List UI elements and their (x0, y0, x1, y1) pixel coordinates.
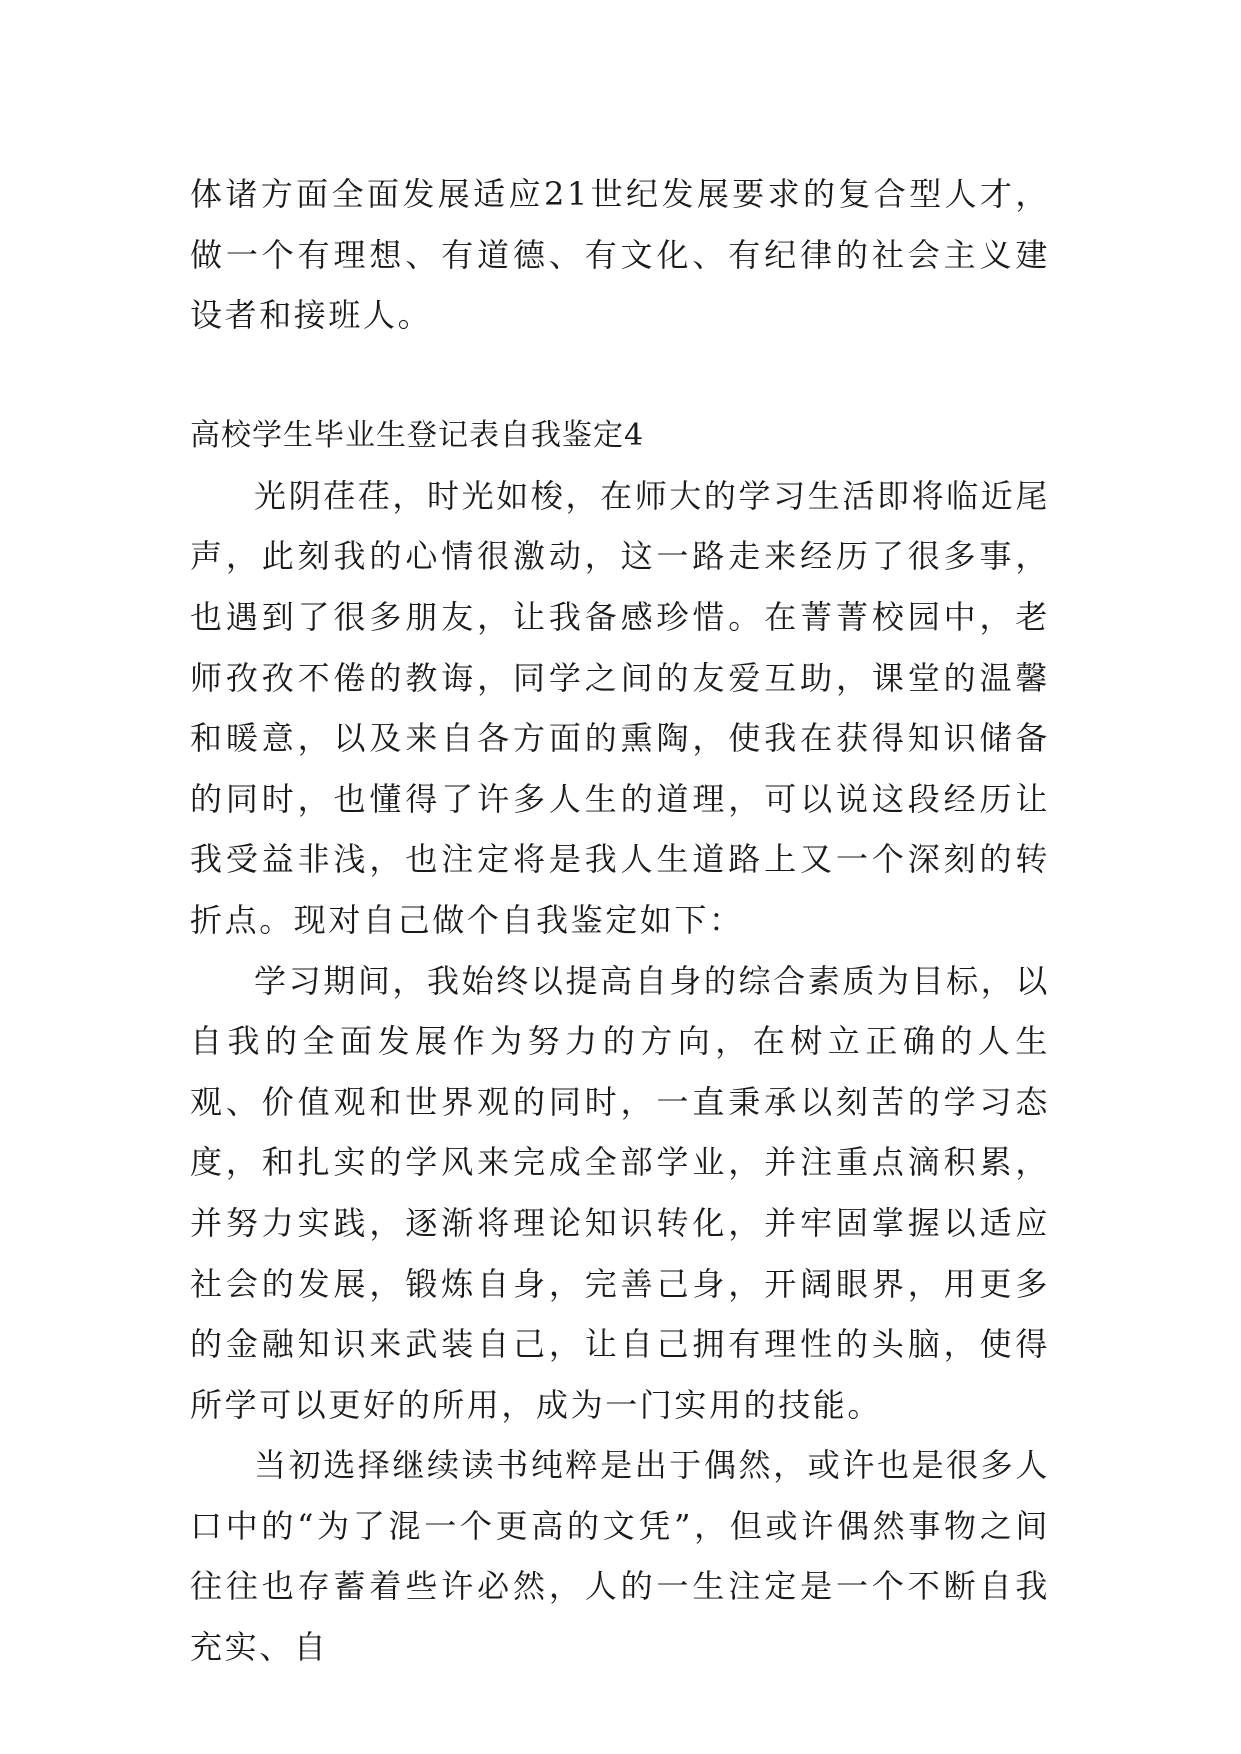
continued-paragraph: 体诸方面全面发展适应21世纪发展要求的复合型人才，做一个有理想、有道德、有文化、有纪律的社会主义建设者和接班人。 (190, 175, 1050, 335)
section-title: 高校学生毕业生登记表自我鉴定4 (190, 417, 645, 453)
paragraph-study: 学习期间，我始终以提高自身的综合素质为目标，以自我的全面发展作为努力的方向，在树立正确的人生观、价值观和世界观的同时，一直秉承以刻苦的学习态度，和扎实的学风来完成全部学业，并注重点滴积累，并努力实践，逐渐将理论知识转化，并牢固掌握以适应社会的发展，锻炼自身，完善己身，开阔眼界，用更多的金融知识来武装自己，让自己拥有理性的头脑，使得所学可以更好的所用，成为一门实用的技能。 (190, 961, 1050, 1424)
document-page (190, 164, 1050, 1678)
paragraph-choice: 当初选择继续读书纯粹是出于偶然，或许也是很多人口中的“为了混一个更高的文凭”，但或许偶然事物之间往往也存蓄着些许必然，人的一生注定是一个不断自我充实、自 (190, 1446, 1050, 1667)
paragraph-intro: 光阴荏荏，时光如梭，在师大的学习生活即将临近尾声，此刻我的心情很激动，这一路走来经历了很多事，也遇到了很多朋友，让我备感珍惜。在菁菁校园中，老师孜孜不倦的教诲，同学之间的友爱互助，课堂的温馨和暖意，以及来自各方面的熏陶，使我在获得知识储备的同时，也懂得了许多人生的道理，可以说这段经历让我受益非浅，也注定将是我人生道路上又一个深刻的转折点。现对自己做个自我鉴定如下： (190, 476, 1050, 939)
